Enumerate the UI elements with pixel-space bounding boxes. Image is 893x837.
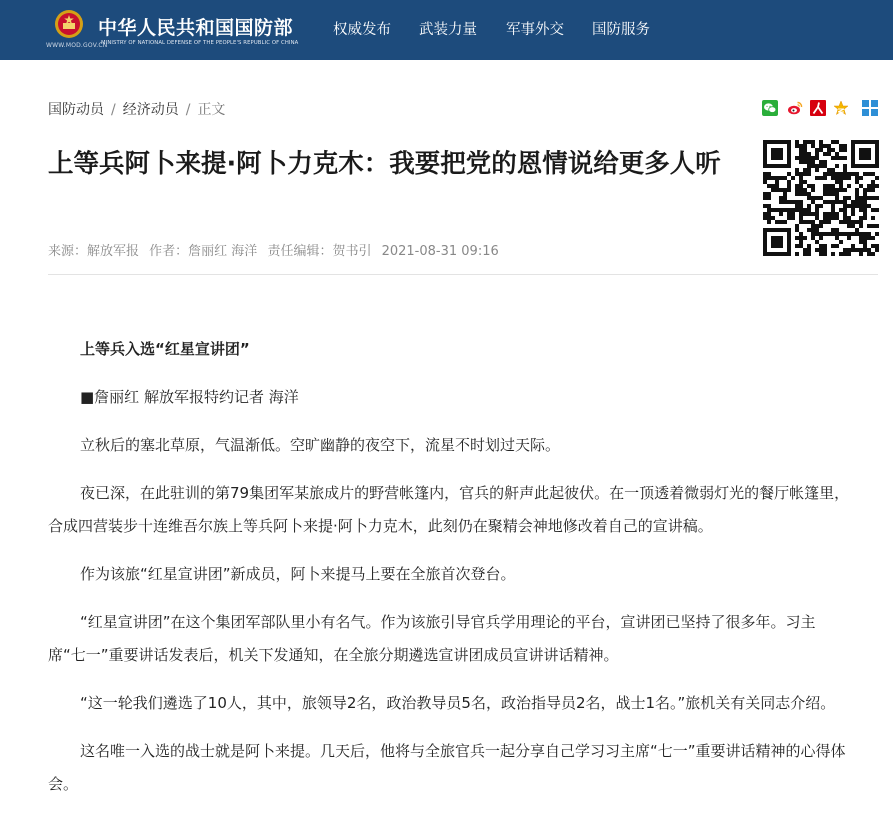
weibo-icon[interactable] [787, 100, 803, 116]
article-source: 来源：解放军报 [48, 244, 140, 259]
breadcrumb-current: 正文 [197, 102, 226, 118]
national-emblem-icon [54, 9, 84, 39]
divider [48, 274, 878, 275]
logo-subtitle: MINISTRY OF NATIONAL DEFENSE OF THE PEOPLE'S REPUBLIC OF CHINA [101, 40, 299, 46]
article-byline: ■詹丽红 解放军报特约记者 海洋 [80, 388, 299, 406]
article-editor: 责任编辑：贺书引 [267, 244, 372, 259]
nav-military-diplomacy[interactable]: 军事外交 [506, 22, 564, 38]
article-meta [48, 240, 505, 259]
nav-armed-forces[interactable]: 武装力量 [419, 22, 477, 38]
breadcrumb-separator: / [111, 102, 116, 118]
article-paragraph: “红星宣讲团”在这个集团军部队里小有名气。作为该旅引导官兵学用理论的平台，宣讲团已坚持了很多年。习主席“七一”重要讲话发表后，机关下发通知，在全旅分期遴选宣讲团成员宣讲讲话精神。 [48, 613, 816, 664]
article-paragraph: 作为该旅“红星宣讲团”新成员，阿卜来提马上要在全旅首次登台。 [80, 565, 516, 583]
logo-title: 中华人民共和国国防部 [98, 17, 294, 39]
article-body [48, 333, 853, 816]
logo-url: WWW.MOD.GOV.CN [46, 42, 108, 49]
article-paragraph: “这一轮我们遴选了10人，其中，旅领导2名，政治教导员5名，政治指导员2名，战士1名。”旅机关有关同志介绍。 [80, 694, 836, 712]
article-datetime: 2021-08-31 09:16 [381, 244, 499, 259]
more-share-icon[interactable] [862, 100, 878, 116]
article-paragraph: 这名唯一入选的战士就是阿卜来提。几天后，他将与全旅官兵一起分享自己学习习主席“七一”重要讲话精神的心得体会。 [48, 742, 846, 793]
article-title: 上等兵阿卜来提·阿卜力克木：我要把党的恩情说给更多人听 [48, 149, 721, 179]
qzone-icon[interactable] [833, 100, 849, 116]
wechat-icon[interactable] [762, 100, 778, 116]
article-paragraph: 立秋后的塞北草原，气温渐低。空旷幽静的夜空下，流星不时划过天际。 [80, 436, 561, 454]
article-paragraph: 夜已深，在此驻训的第79集团军某旅成片的野营帐篷内，官兵的鼾声此起彼伏。在一顶透着微弱灯光的餐厅帐篷里，合成四营装步十连维吾尔族上等兵阿卜来提·阿卜力克木，此刻仍在聚精会神地修改着自己的宣讲稿。 [48, 484, 850, 535]
site-logo[interactable] [46, 9, 299, 51]
top-header [0, 0, 893, 60]
article-subtitle: 上等兵入选“红星宣讲团” [80, 340, 250, 358]
people-icon[interactable] [810, 100, 826, 116]
nav-authoritative-release[interactable]: 权威发布 [333, 22, 391, 38]
qr-code [763, 140, 879, 256]
breadcrumb-national-mobilization[interactable]: 国防动员 [48, 102, 104, 118]
nav-defense-services[interactable]: 国防服务 [592, 22, 650, 38]
breadcrumb [48, 99, 225, 119]
breadcrumb-economic-mobilization[interactable]: 经济动员 [122, 102, 179, 118]
breadcrumb-separator: / [185, 102, 191, 118]
article-author: 作者：詹丽红 海洋 [149, 244, 258, 259]
